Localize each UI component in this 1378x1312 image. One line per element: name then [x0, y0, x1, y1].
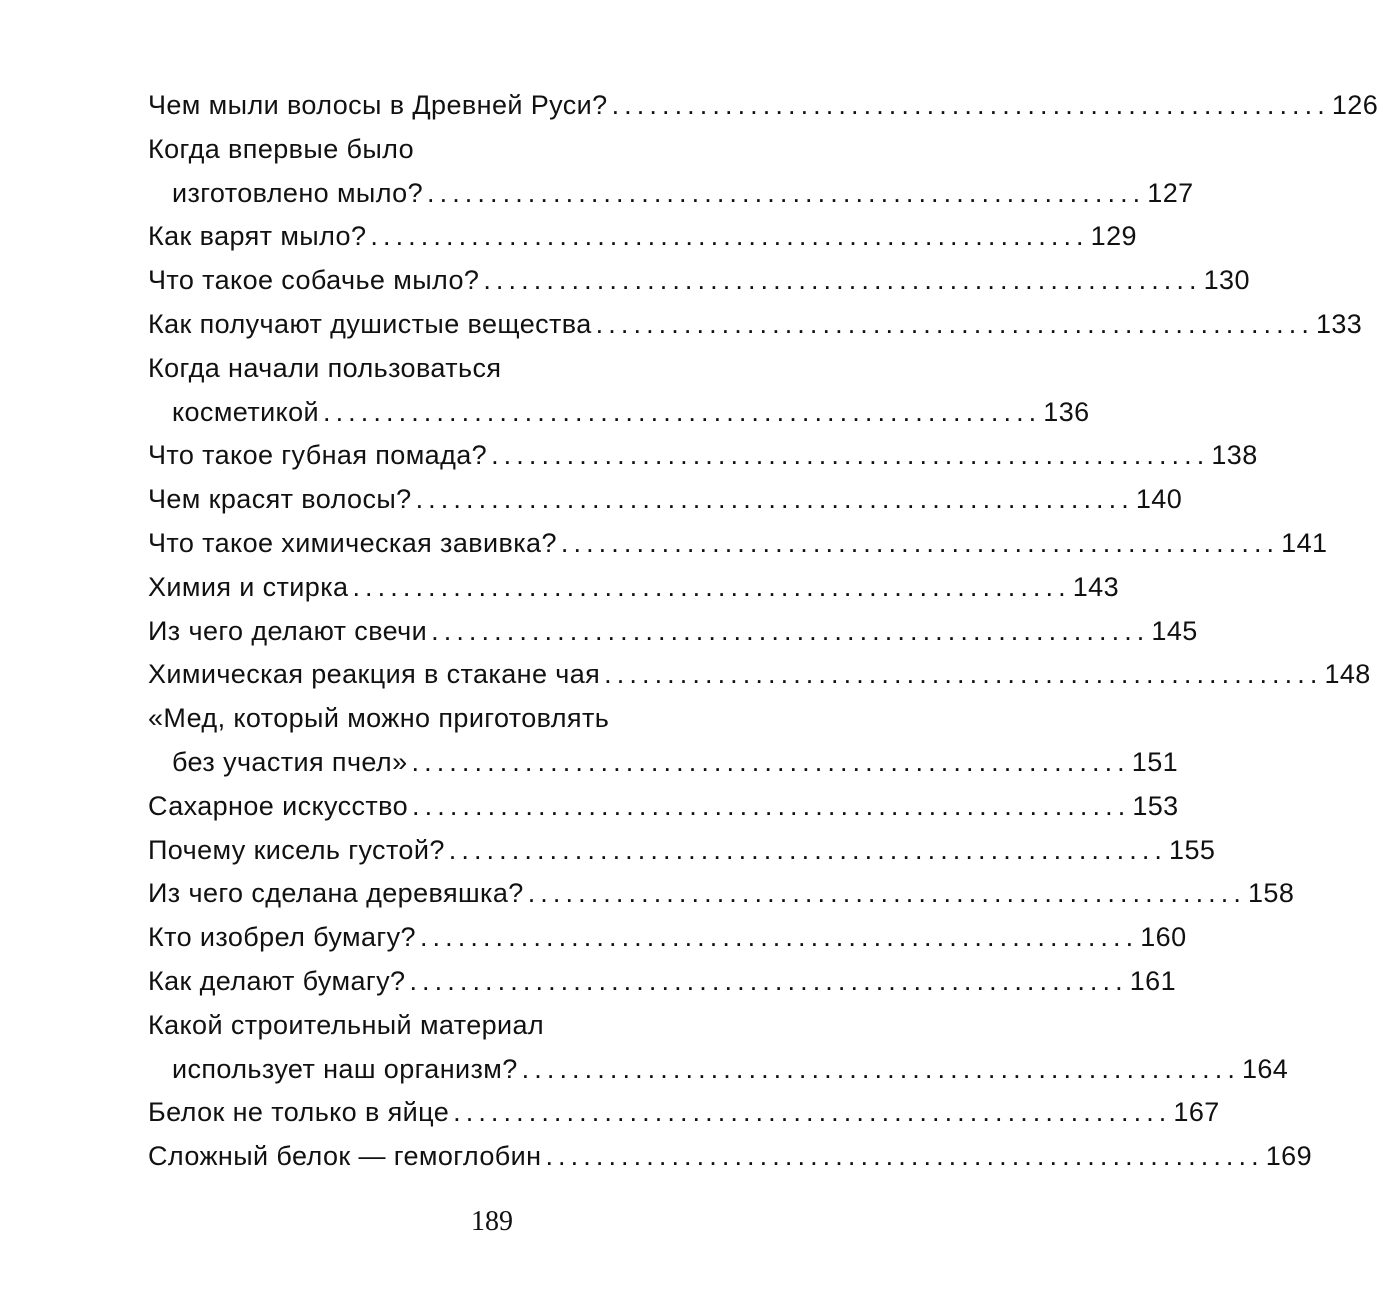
toc-entry-page: 138 — [1211, 440, 1258, 471]
toc-line — [148, 434, 1258, 478]
dot-leader: ......................................................... — [370, 221, 1089, 252]
toc-entry-page: 169 — [1265, 1141, 1312, 1172]
toc-entry-page: 127 — [1147, 177, 1194, 208]
dot-leader: ......................................................... — [352, 571, 1071, 602]
toc-entry — [148, 785, 1179, 829]
dot-leader: ......................................................... — [491, 440, 1210, 471]
dot-leader: ......................................................... — [483, 265, 1202, 296]
toc-line — [148, 128, 800, 172]
toc-entry-title: Чем мыли волосы в Древней Руси? — [148, 90, 608, 120]
toc-entry-title: Химическая реакция в стакане чая — [148, 659, 601, 690]
toc-line — [148, 478, 1183, 522]
toc-entry — [148, 215, 1137, 259]
dot-leader: ......................................................... — [412, 790, 1131, 821]
toc-entry-title: Когда впервые было — [148, 133, 415, 164]
toc-entry-page: 140 — [1135, 484, 1183, 515]
toc-entry-page: 161 — [1129, 965, 1176, 996]
toc-line — [148, 1135, 1312, 1179]
toc-entry — [148, 829, 1216, 873]
toc-entry-page: 145 — [1151, 615, 1198, 646]
dot-leader: ......................................................... — [322, 396, 1042, 427]
dot-leader: ......................................................... — [448, 834, 1168, 865]
dot-leader: ......................................................... — [453, 1097, 1172, 1128]
dot-leader: ......................................................... — [521, 1053, 1240, 1084]
toc-entry-title: Из чего сделана деревяшка? — [148, 878, 524, 909]
toc-line — [148, 522, 1328, 566]
toc-entry — [148, 303, 1363, 347]
toc-entry — [148, 434, 1258, 478]
toc-line — [148, 697, 800, 741]
toc-entry-page: 153 — [1132, 790, 1179, 821]
dot-leader: ......................................................... — [427, 177, 1146, 208]
toc-line — [148, 785, 1179, 829]
toc-entry-title: изготовлено мыло? — [172, 177, 423, 208]
toc-entry-title: Когда начали пользоваться — [148, 352, 502, 383]
toc-entry — [148, 522, 1328, 566]
toc-entry-title: «Мед, который можно приготовлять — [148, 703, 610, 734]
toc-entry — [148, 1004, 1289, 1092]
toc-entry-page: 133 — [1315, 308, 1363, 339]
toc-entry-title: Чем красят волосы? — [148, 484, 412, 515]
dot-leader: ......................................................... — [595, 308, 1314, 339]
toc-line — [148, 741, 1179, 785]
toc-entry-title: Что такое химическая завивка? — [148, 527, 557, 558]
dot-leader: ......................................................... — [409, 965, 1128, 996]
toc-entry — [148, 84, 1378, 128]
toc-entry-page: 164 — [1241, 1053, 1289, 1084]
toc-line — [148, 215, 1137, 259]
toc-entry-title: Как варят мыло? — [148, 221, 367, 252]
toc-entry — [148, 1091, 1220, 1135]
toc-entry-title: использует наш организм? — [172, 1053, 518, 1084]
toc-entry-title: Сахарное искусство — [148, 790, 409, 821]
toc-entry-title: Что такое собачье мыло? — [148, 265, 480, 296]
toc-entry-title: Как делают бумагу? — [148, 965, 406, 996]
toc-entry-title: Что такое губная помада? — [148, 440, 488, 471]
toc-entry-title: без участия пчел» — [172, 746, 408, 777]
toc-entry-title: Сложный белок — гемоглобин — [148, 1141, 542, 1172]
toc-line — [148, 610, 1198, 654]
toc-entry — [148, 610, 1198, 654]
dot-leader: ......................................................... — [431, 615, 1150, 646]
toc-entry-title: Как получают душистые вещества — [148, 308, 592, 339]
dot-leader: ......................................................... — [604, 659, 1323, 690]
toc-entry-page: 148 — [1324, 659, 1371, 690]
toc-line — [148, 259, 1250, 303]
dot-leader: ......................................................... — [411, 746, 1130, 777]
toc-entry-page: 158 — [1247, 878, 1295, 909]
toc-entry-page: 129 — [1090, 221, 1137, 252]
toc-entry-page: 143 — [1072, 571, 1119, 602]
toc-entry-page: 141 — [1281, 527, 1328, 558]
toc-entry — [148, 872, 1295, 916]
dot-leader: ......................................................... — [419, 922, 1139, 953]
toc-entry-title: косметикой — [172, 396, 319, 427]
toc-entry — [148, 960, 1176, 1004]
toc-entry-page: 130 — [1203, 265, 1250, 296]
toc-entry-page: 160 — [1140, 922, 1187, 953]
toc-line — [148, 653, 1371, 697]
toc-entry-title: Какой строительный материал — [148, 1009, 545, 1040]
toc-entry-page: 167 — [1173, 1097, 1220, 1128]
toc-entry — [148, 128, 1194, 216]
table-of-contents — [148, 84, 1378, 1179]
page-number: 189 — [471, 1206, 513, 1237]
toc-line — [148, 347, 800, 391]
toc-entry-title: Химия и стирка — [148, 571, 349, 602]
toc-line — [148, 1048, 1289, 1092]
toc-line — [148, 1004, 800, 1048]
toc-line — [148, 960, 1176, 1004]
toc-line — [148, 916, 1187, 960]
toc-entry — [148, 653, 1371, 697]
toc-entry-page: 136 — [1043, 396, 1090, 427]
dot-leader: ......................................................... — [415, 484, 1134, 515]
toc-line — [148, 391, 1090, 435]
toc-entry — [148, 566, 1119, 610]
toc-entry-title: Из чего делают свечи — [148, 615, 428, 646]
toc-line — [148, 829, 1216, 873]
toc-line — [148, 872, 1295, 916]
toc-line — [148, 303, 1363, 347]
toc-entry — [148, 1135, 1312, 1179]
toc-entry — [148, 916, 1187, 960]
dot-leader: ......................................................... — [545, 1141, 1264, 1172]
toc-line — [148, 566, 1119, 610]
dot-leader: ......................................................... — [527, 878, 1246, 909]
toc-entry — [148, 259, 1250, 303]
toc-entry — [148, 347, 1090, 435]
dot-leader: ......................................................... — [611, 90, 1330, 120]
dot-leader: ......................................................... — [560, 527, 1280, 558]
toc-entry — [148, 697, 1179, 785]
toc-line — [148, 1091, 1220, 1135]
toc-entry-title: Почему кисель густой? — [148, 834, 445, 865]
toc-entry-page: 126 — [1331, 90, 1378, 120]
toc-entry-title: Кто изобрел бумагу? — [148, 922, 416, 953]
toc-entry-page: 151 — [1131, 746, 1179, 777]
toc-line — [148, 172, 1194, 216]
toc-entry-page: 155 — [1169, 834, 1216, 865]
toc-entry-title: Белок не только в яйце — [148, 1097, 450, 1128]
toc-line — [148, 84, 1378, 128]
toc-entry — [148, 478, 1183, 522]
